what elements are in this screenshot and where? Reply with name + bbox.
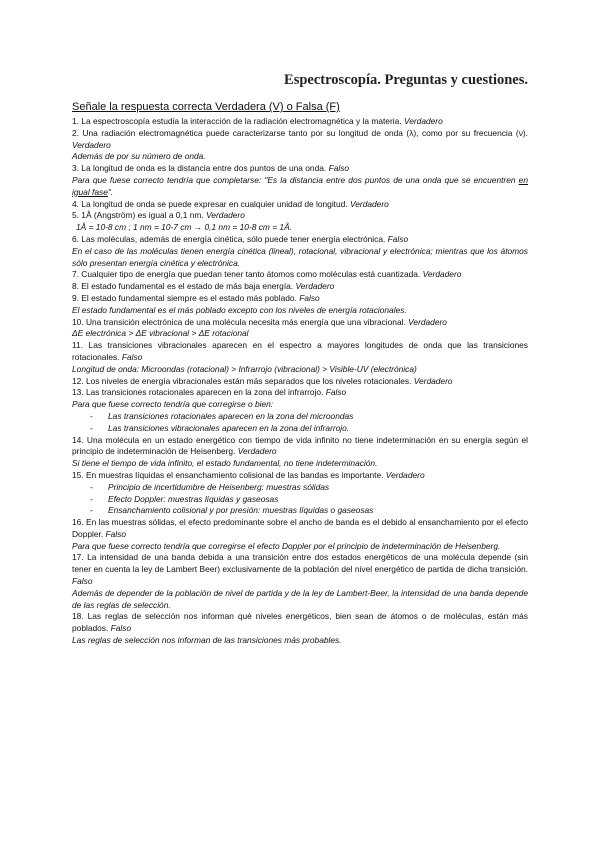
question-13: 13. Las transiciones rotacionales aparecen en la zona del infrarrojo. Falso xyxy=(72,387,347,398)
question-9: 9. El estado fundamental siempre es el estado más poblado. Falso xyxy=(72,292,320,303)
question-18: 18. Las reglas de selección nos informan qué niveles energéticos, bien sean de átomos o de moléculas, están más poblados. Falso xyxy=(72,611,528,634)
answer-note-11: Longitud de onda: Microondas (rotacional) > Infrarrojo (vibracional) > Visible-UV (electrónica) xyxy=(72,363,417,374)
question-3: 3. La longitud de onda es la distancia entre dos puntos de una onda. Falso xyxy=(72,163,350,174)
page-title: Espectroscopía. Preguntas y cuestiones. xyxy=(284,72,528,88)
bullet-list-13 xyxy=(72,411,528,435)
question-10: 10. Una transición electrónica de una molécula necesita más energía que una vibracional. Verdadero xyxy=(72,316,447,327)
answer-note-18: Las reglas de selección nos informan de las transiciones más probables. xyxy=(72,635,342,646)
question-17: 17. La intensidad de una banda debida a una transición entre dos estados energéticos de una molécula depende (sin tener en cuenta la ley de Lambert Beer) exclusivamente de la población del nivel energético de partida de dicha transición. Falso xyxy=(72,552,528,587)
question-12: 12. Los niveles de energía vibracionales están más separados que los niveles rotacionales. Verdadero xyxy=(72,375,453,386)
answer-note-14: Si tiene el tiempo de vida infinito, el estado fundamental, no tiene indeterminación. xyxy=(72,458,378,469)
question-11: 11. Las transiciones vibracionales aparecen en el espectro a mayores longitudes de onda que las transiciones rotacionales. Falso xyxy=(72,340,528,362)
question-7: 7. Cualquier tipo de energía que puedan tener tanto átomos como moléculas está cuantizada. Verdadero xyxy=(72,269,462,280)
answer-note-6: En el caso de las moléculas tienen energía cinética (lineal), rotacional, vibracional y electrónica; mientras que los átomos sólo presentan energía cinética y electrónica. xyxy=(72,245,528,268)
question-4: 4. La longitud de onda se puede expresar en cualquier unidad de longitud. Verdadero xyxy=(72,198,389,209)
question-16: 16. En las muestras sólidas, el efecto predominante sobre el ancho de banda es el debido al ensanchamiento por el efecto Doppler. Falso xyxy=(72,517,528,539)
list-item: - Las transiciones vibracionales aparecen en la zona del infrarrojo. xyxy=(108,423,528,435)
question-2: 2. Una radiación electromagnética puede caracterizarse tanto por su longitud de onda (λ), como por su frecuencia (ν). Verdadero xyxy=(72,127,528,150)
answer-formula-5: 1Å = 10-8 cm ; 1 nm = 10-7 cm → 0,1 nm = 10-8 cm = 1Å. xyxy=(76,222,292,233)
answer-note-16: Para que fuese correcto tendría que corregirse el efecto Doppler por el principio de indeterminación de Heisenberg. xyxy=(72,540,501,551)
question-1: 1. La espectroscopía estudia la interacción de la radiación electromagnética y la materia. Verdadero xyxy=(72,116,443,126)
document-body xyxy=(72,100,528,647)
question-14: 14. Una molécula en un estado energético con tiempo de vida infinito no tiene indeterminación en su energía según el principio de indeterminación de Heisenberg. Verdadero xyxy=(72,434,528,457)
question-6: 6. Las moléculas, además de energía cinética, sólo puede tener energía electrónica. Falso xyxy=(72,233,409,244)
question-5: 5. 1Å (Angström) es igual a 0,1 nm. Verdadero xyxy=(72,210,245,221)
list-item: - Efecto Doppler: muestras líquidas y gaseosas xyxy=(108,494,528,506)
answer-note-10: ΔE electrónica > ΔE vibracional > ΔE rotacional xyxy=(72,328,249,339)
list-item: - Las transiciones rotacionales aparecen en la zona del microondas xyxy=(108,411,528,423)
question-15: 15. En muestras líquidas el ensanchamiento colisional de las bandas es importante. Verdadero xyxy=(72,469,425,480)
question-8: 8. El estado fundamental es el estado de más baja energía. Verdadero xyxy=(72,281,335,292)
list-item: - Principio de incertidumbre de Heisenberg: muestras sólidas xyxy=(108,482,528,494)
answer-note-3: Para que fuese correcto tendría que completarse: "Es la distancia entre dos puntos de una onda que se encuentren en igual fase". xyxy=(72,174,528,197)
bullet-list-15 xyxy=(72,482,528,517)
answer-note-2: Además de por su número de onda. xyxy=(72,151,206,162)
answer-note-17: Además de depender de la población de nivel de partida y de la ley de Lambert-Beer, la intensidad de una banda depende de las reglas de selección. xyxy=(72,587,528,610)
list-item: - Ensanchamiento colisional y por presión: muestras líquidas o gaseosas xyxy=(108,505,528,517)
answer-note-9: El estado fundamental es el más poblado excepto con los niveles de energía rotacionales. xyxy=(72,304,407,315)
section-heading: Señale la respuesta correcta Verdadera (V) o Falsa (F) xyxy=(72,101,340,113)
answer-note-13: Para que fuese correcto tendría que corregirse o bien: xyxy=(72,399,274,410)
